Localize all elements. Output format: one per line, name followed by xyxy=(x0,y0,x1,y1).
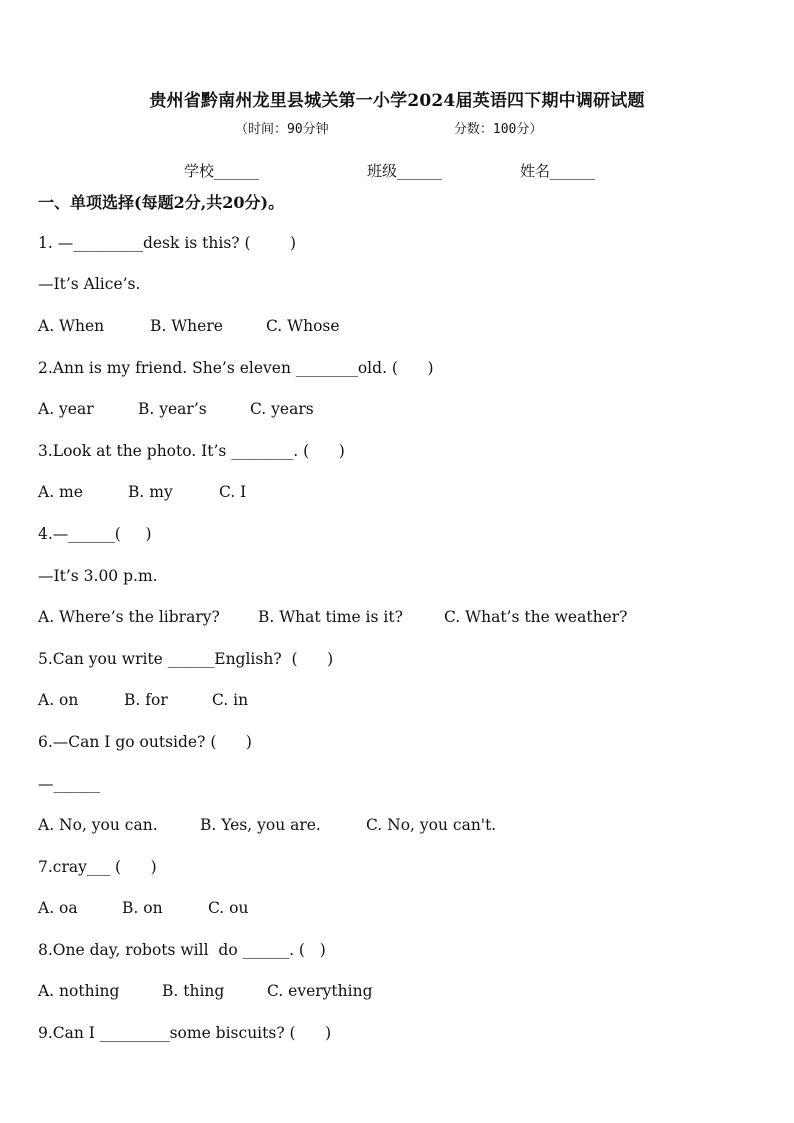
option-a[interactable]: A. Where’s the library? xyxy=(38,608,220,626)
question-1-stem: 1. —_________desk is this? ( ) xyxy=(38,234,297,252)
question-6-stem: 6.—Can I go outside? ( ) xyxy=(38,733,252,751)
question-8-options xyxy=(38,982,738,1002)
question-7-stem: 7.cray___ ( ) xyxy=(38,858,157,876)
option-c[interactable]: C. Whose xyxy=(266,317,340,335)
option-b[interactable]: B. Where xyxy=(150,317,223,335)
school-field[interactable] xyxy=(184,160,259,181)
question-4-stem: 4.—______( ) xyxy=(38,525,152,543)
question-6-extra: —______ xyxy=(38,775,100,793)
question-8-stem: 8.One day, robots will do ______. ( ) xyxy=(38,941,326,959)
option-b[interactable]: B. Yes, you are. xyxy=(200,816,321,834)
section-title: 一、单项选择(每题2分,共20分)。 xyxy=(38,193,285,212)
class-blank: ______ xyxy=(397,162,443,180)
question-2-options xyxy=(38,400,738,420)
student-info-row xyxy=(0,160,794,180)
option-a[interactable]: A. No, you can. xyxy=(38,816,158,834)
name-label: 姓名 xyxy=(520,162,551,180)
class-field[interactable] xyxy=(367,160,442,181)
option-a[interactable]: A. nothing xyxy=(38,982,120,1000)
school-blank: ______ xyxy=(214,162,260,180)
question-7-options xyxy=(38,899,738,919)
option-c[interactable]: C. I xyxy=(219,483,247,501)
exam-subtitle: （时间：90分钟 分数：100分） xyxy=(235,122,543,137)
option-a[interactable]: A. oa xyxy=(38,899,78,917)
question-3-options xyxy=(38,483,738,503)
question-5-options xyxy=(38,691,738,711)
class-label: 班级 xyxy=(367,162,398,180)
option-b[interactable]: B. for xyxy=(124,691,168,709)
option-c[interactable]: C. years xyxy=(250,400,314,418)
option-b[interactable]: B. my xyxy=(128,483,173,501)
option-c[interactable]: C. everything xyxy=(267,982,373,1000)
question-1-options xyxy=(38,317,738,337)
exam-title: 贵州省黔南州龙里县城关第一小学2024届英语四下期中调研试题 xyxy=(149,91,645,111)
question-4-options xyxy=(38,608,758,628)
question-9-stem: 9.Can I _________some biscuits? ( ) xyxy=(38,1024,332,1042)
option-a[interactable]: A. When xyxy=(38,317,105,335)
option-a[interactable]: A. on xyxy=(38,691,79,709)
option-a[interactable]: A. me xyxy=(38,483,83,501)
question-1-extra: —It’s Alice’s. xyxy=(38,275,141,293)
name-field[interactable] xyxy=(520,160,595,181)
option-b[interactable]: B. on xyxy=(122,899,163,917)
question-3-stem: 3.Look at the photo. It’s ________. ( ) xyxy=(38,442,345,460)
option-c[interactable]: C. in xyxy=(212,691,249,709)
question-6-options xyxy=(38,816,738,836)
question-5-stem: 5.Can you write ______English? ( ) xyxy=(38,650,334,668)
option-b[interactable]: B. year’s xyxy=(138,400,207,418)
school-label: 学校 xyxy=(184,162,215,180)
name-blank: ______ xyxy=(550,162,596,180)
option-c[interactable]: C. ou xyxy=(208,899,249,917)
option-a[interactable]: A. year xyxy=(38,400,94,418)
option-b[interactable]: B. thing xyxy=(162,982,225,1000)
question-4-extra: —It’s 3.00 p.m. xyxy=(38,567,158,585)
option-c[interactable]: C. No, you can't. xyxy=(366,816,497,834)
option-c[interactable]: C. What’s the weather? xyxy=(444,608,628,626)
option-b[interactable]: B. What time is it? xyxy=(258,608,403,626)
question-2-stem: 2.Ann is my friend. She’s eleven ________old. ( ) xyxy=(38,359,434,377)
